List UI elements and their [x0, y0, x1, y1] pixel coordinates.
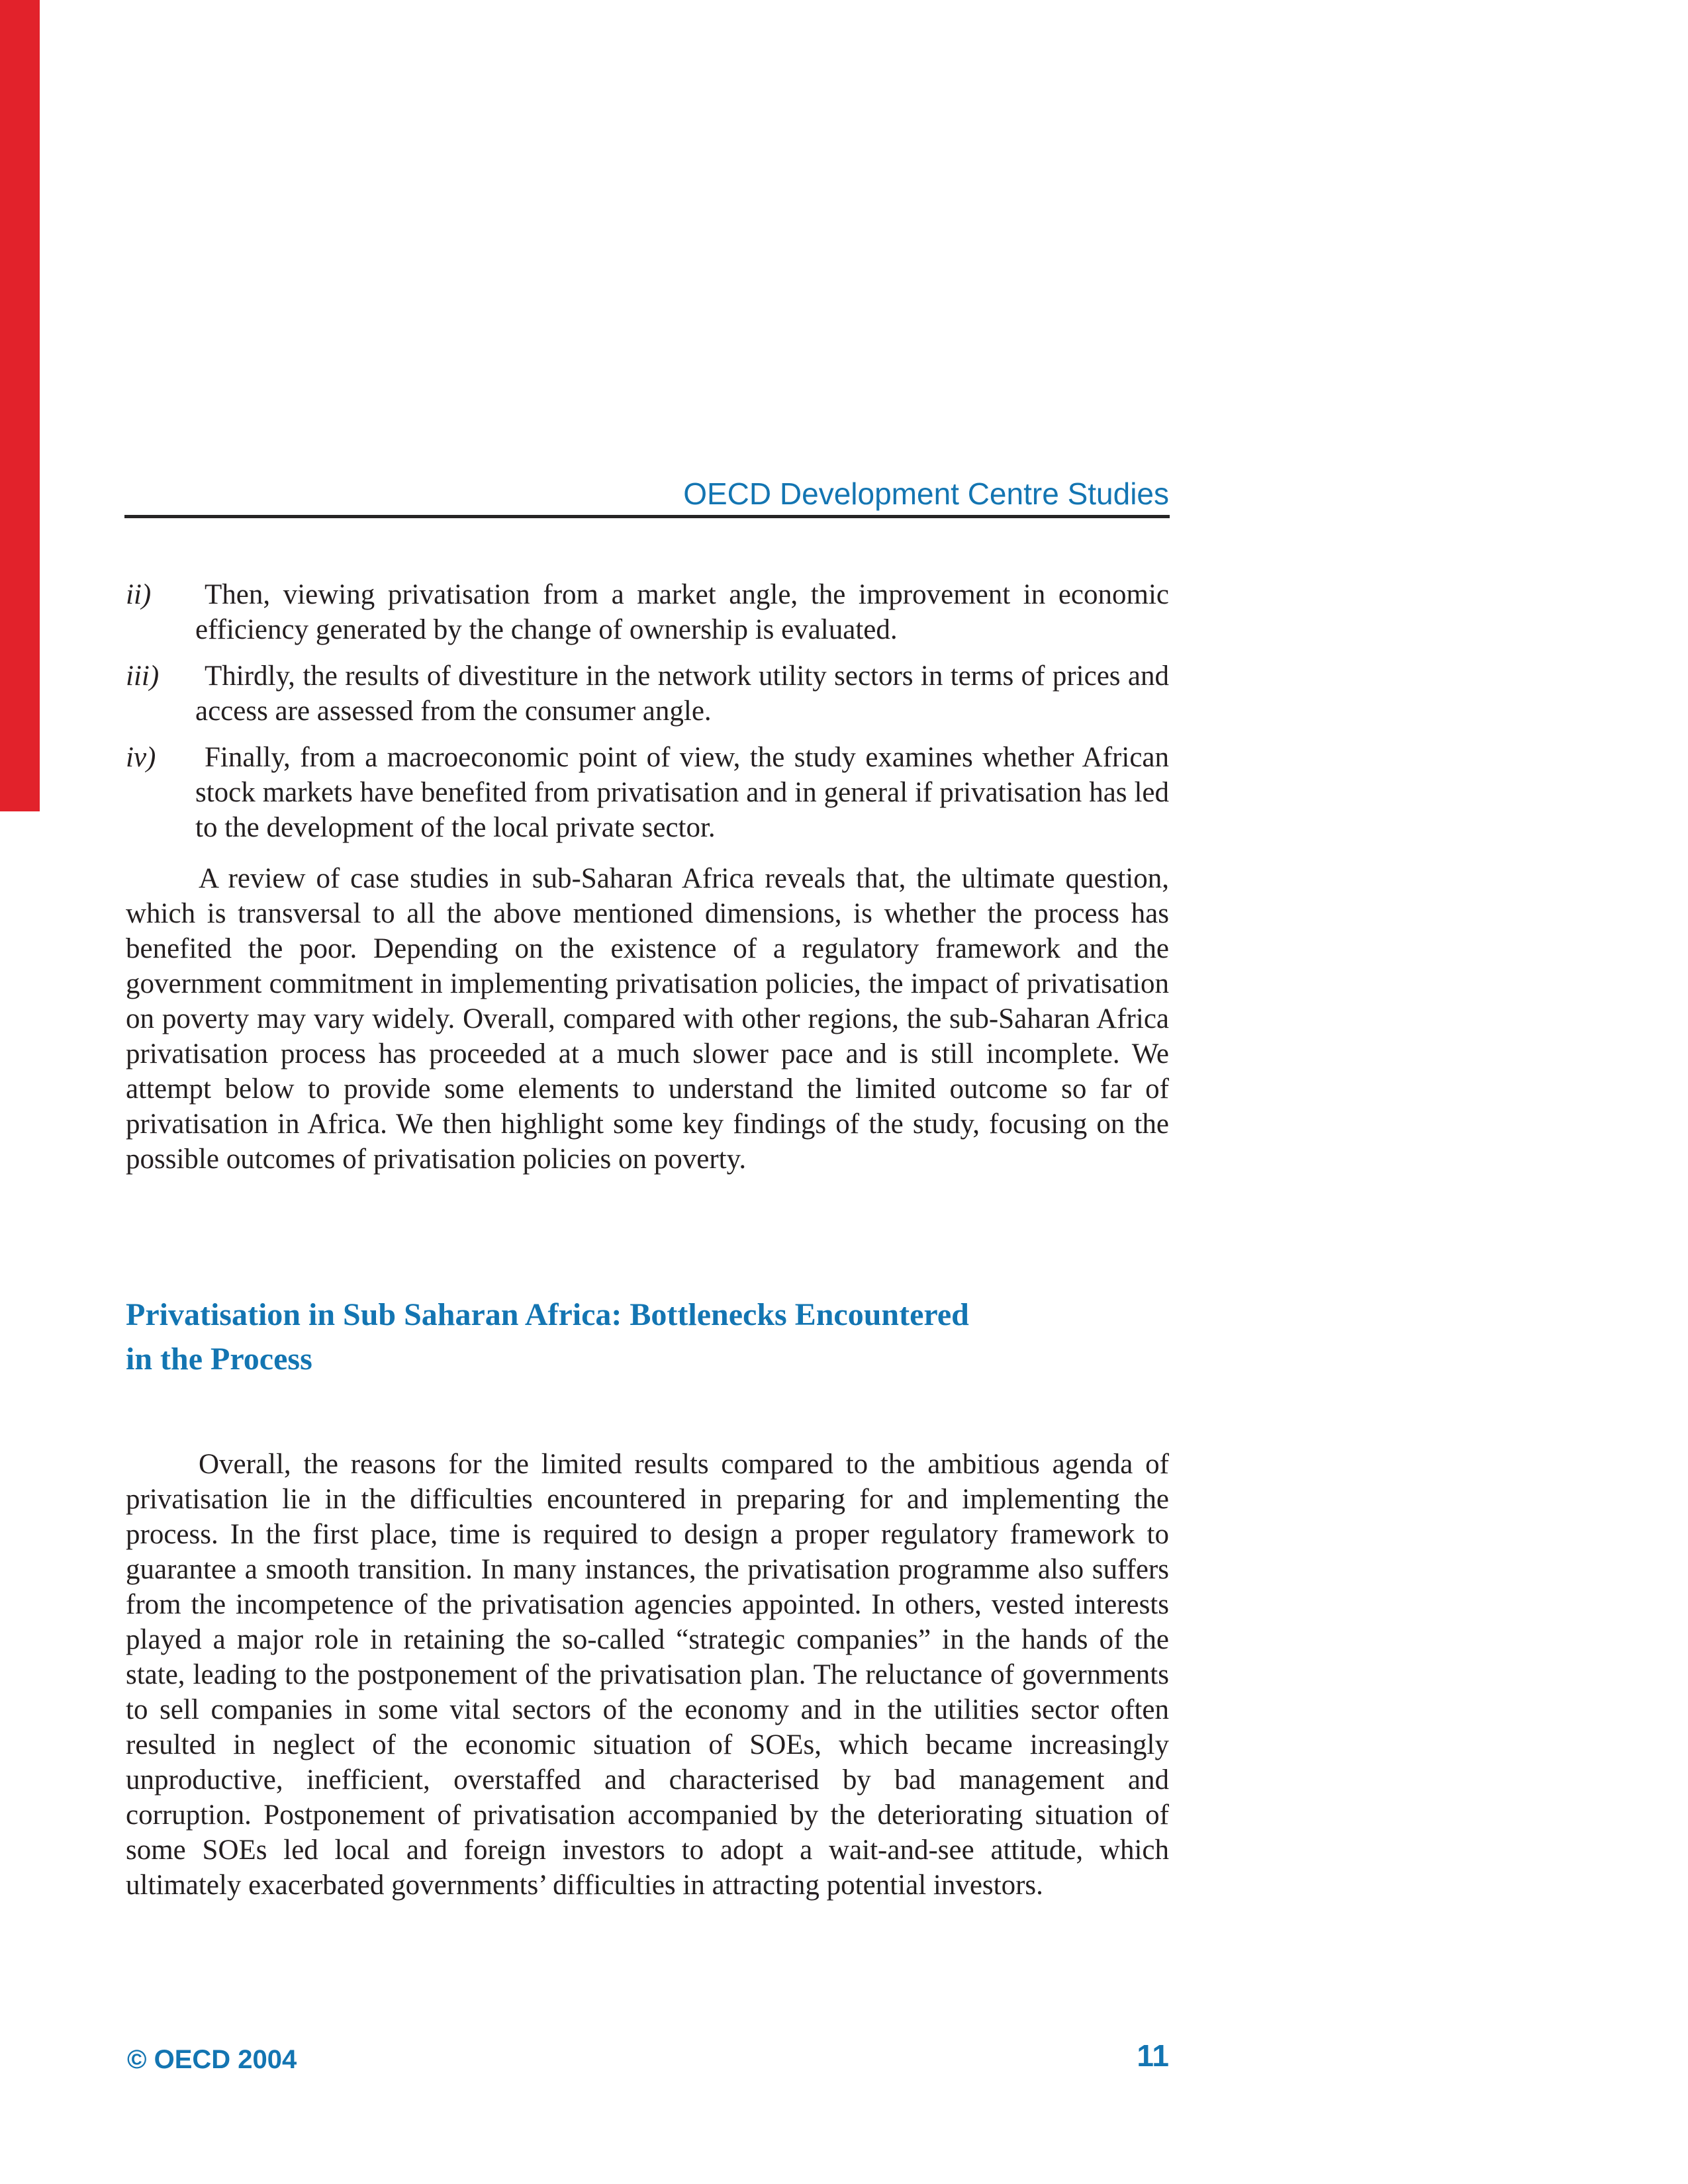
list-text-ii: Then, viewing privatisation from a market angle, the improvement in economic efficiency generated by the change of ownership is evaluated. [195, 579, 1169, 645]
section-heading-line2: in the Process [126, 1342, 312, 1377]
list-item-iv [126, 740, 1169, 845]
running-header-title: OECD Development Centre Studies [683, 477, 1169, 511]
paragraph-review: A review of case studies in sub-Saharan Africa reveals that, the ultimate question, which is transversal to all the above mentioned dimensions, is whether the process has benefited the poor. Depending on the existence of a regulatory framework and the government commitment in implementing privatisation policies, the impact of privatisation on poverty may vary widely. Overall, compared with other regions, the sub-Saharan Africa privatisation process has proceeded at a much slower pace and is still incomplete. We attempt below to provide some elements to understand the limited outcome so far of privatisation in Africa. We then highlight some key findings of the study, focusing on the possible outcomes of privatisation policies on poverty. [126, 863, 1169, 1175]
spine-accent-bar [0, 0, 40, 811]
list-text-iii: Thirdly, the results of divestiture in the network utility sectors in terms of prices and access are assessed from the consumer angle. [195, 660, 1169, 727]
paragraph-bottlenecks: Overall, the reasons for the limited results compared to the ambitious agenda of privatisation lie in the difficulties encountered in preparing for and implementing the process. In the first place, time is required to design a proper regulatory framework to guarantee a smooth transition. In many instances, the privatisation programme also suffers from the incompetence of the privatisation agencies appointed. In others, vested interests played a major role in retaining the so-called “strategic companies” in the hands of the state, leading to the postponement of the privatisation plan. The reluctance of governments to sell companies in some vital sectors of the economy and in the utilities sector often resulted in neglect of the economic situation of SOEs, which became increasingly unproductive, inefficient, overstaffed and characterised by bad management and corruption. Postponement of privatisation accompanied by the deteriorating situation of some SOEs led local and foreign investors to adopt a wait-and-see attitude, which ultimately exacerbated governments’ difficulties in attracting potential investors. [126, 1449, 1169, 1901]
list-marker-iii: iii) [126, 660, 160, 692]
list-marker-iv: iv) [126, 742, 156, 773]
section-heading [126, 1293, 1169, 1381]
footer-copyright: © OECD 2004 [127, 2045, 297, 2074]
section-heading-line1: Privatisation in Sub Saharan Africa: Bottlenecks Encountered [126, 1297, 969, 1332]
footer-page-number: 11 [1137, 2038, 1169, 2073]
header-rule [124, 515, 1170, 518]
body-content [126, 577, 1169, 1177]
list-marker-ii: ii) [126, 579, 152, 610]
list-text-iv: Finally, from a macroeconomic point of view, the study examines whether African stock markets have benefited from privatisation and in general if privatisation has led to the development of the local private sector. [195, 742, 1169, 843]
list-item-iii [126, 659, 1169, 729]
list-item-ii [126, 577, 1169, 647]
